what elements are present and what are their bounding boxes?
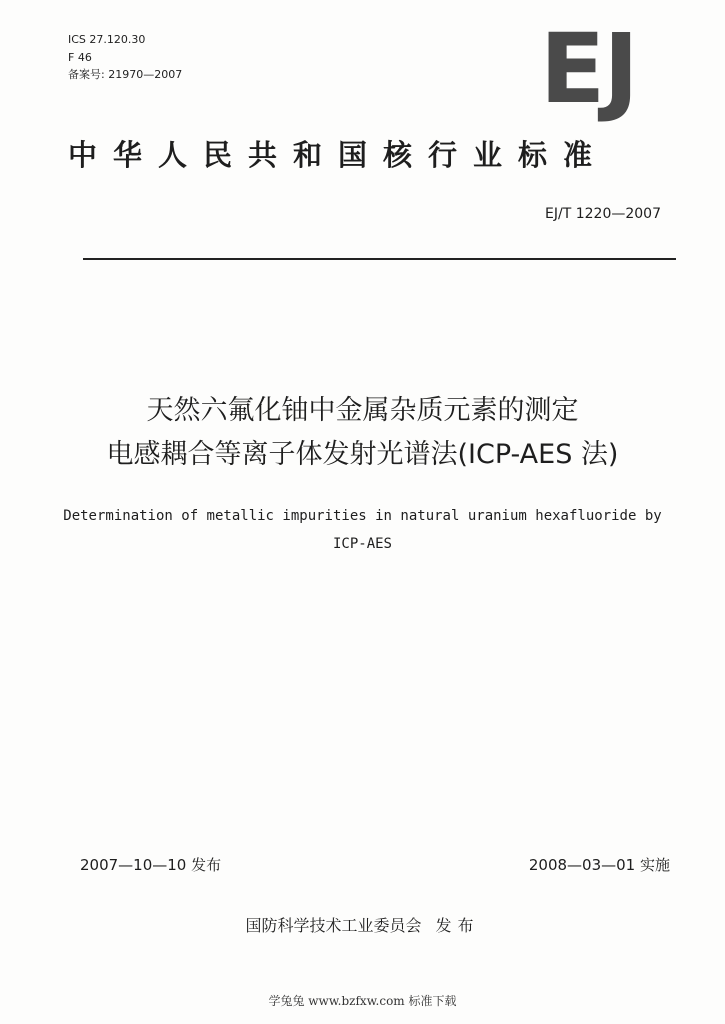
classification-code: F 46 <box>68 51 92 64</box>
issuer-line <box>0 915 725 937</box>
issuer-action: 发布 <box>435 916 480 935</box>
english-title-line-1: Determination of metallic impurities in natural uranium hexafluoride by <box>63 508 662 524</box>
ics-code: ICS 27.120.30 <box>68 33 146 46</box>
document-title-line-2: 电感耦合等离子体发射光谱法(ICP-AES 法) <box>106 439 619 470</box>
issuer-name: 国防科学技术工业委员会 <box>245 916 422 935</box>
implementation-date: 2008—03—01 实施 <box>528 856 670 874</box>
header-divider <box>83 258 676 260</box>
ej-logo: EJ <box>539 13 637 125</box>
issue-date: 2007—10—10 发布 <box>80 856 222 874</box>
standard-type-title: 中华人民共和国核行业标准 <box>68 138 609 172</box>
standard-code: EJ/T 1220—2007 <box>545 206 661 222</box>
footer-watermark-text: 学兔兔 www.bzfxw.com 标准下载 <box>268 994 457 1008</box>
english-title-line-2: ICP-AES <box>332 536 392 552</box>
document-title-line-1: 天然六氟化铀中金属杂质元素的测定 <box>146 395 579 426</box>
filing-number: 备案号: 21970—2007 <box>68 68 183 81</box>
